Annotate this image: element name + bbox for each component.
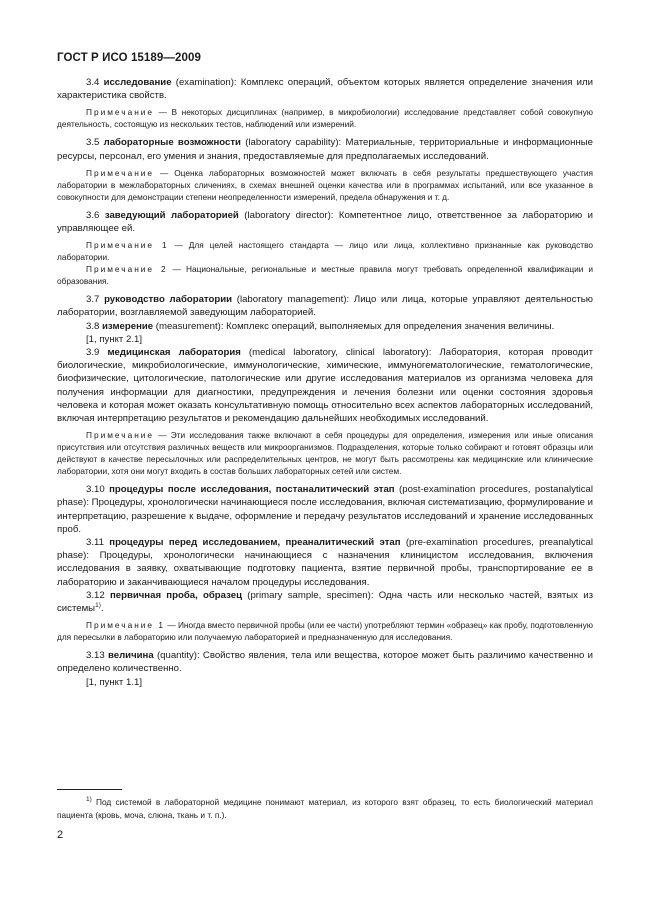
entry-number: 3.12 [86,589,110,601]
entry-term: заведующий лабораторией [104,209,239,221]
note-label: Примечание 1 [86,240,169,251]
entry-text: (quantity): Свойство явления, тела или вещества, которое может быть различимо качественно и определено количественно. [57,650,593,675]
entry-3-4 [57,76,593,102]
page-header: ГОСТ Р ИСО 15189—2009 [57,52,202,64]
entry-text: (laboratory director): Компетентное лицо, ответственное за лабораторию и управляющее ей. [57,209,594,235]
entry-number: 3.9 [86,347,108,359]
entry-text: (laboratory capability): Материальные, территориальные и информационные ресурсы, персонал, его умения и знания, предоставляемые для предполагаемых исследований. [57,137,593,162]
note-label: Примечание [86,430,155,441]
page-number: 2 [57,829,64,841]
entry-3-9 [57,346,593,425]
entry-3-12 [57,589,593,615]
entry-number: 3.8 [86,320,103,332]
footnote-marker: 1) [95,601,101,609]
entry-term: процедуры перед исследованием, преаналитический этап [109,537,401,549]
note-label: Примечание [86,167,155,178]
entry-3-10 [57,483,593,536]
reference-3-13: [1, пункт 1.1] [86,676,142,688]
entry-3-11 [57,536,593,589]
entry-term: медицинская лаборатория [107,347,241,359]
footnote [57,796,593,821]
document-body [57,76,593,689]
entry-number: 3.6 [86,209,105,221]
entry-number: 3.5 [86,137,104,149]
note-3-6-1 [57,239,593,263]
entry-number: 3.10 [86,484,110,496]
note-text: — Оценка лабораторных возможностей может включать в себя результаты предшествующего участия лаборатории в межлабораторных сличениях, в схемах внешней оценки качества или в программах испытаний, или все указанное в совокупности для демонстрации степени неопределенности измерений, предела обнаружения и т. д. [57,167,593,202]
note-3-5 [57,167,593,203]
note-label: Примечание 1 [86,620,165,631]
note-3-9 [57,429,593,477]
note-text: — В некоторых дисциплинах (например, в микробиологии) исследование представляет собой совокупную деятельность, состоящую из нескольких тестов, наблюдений или измерений. [57,107,593,130]
footnote-divider [57,789,122,790]
footnote-text: Под системой в лабораторной медицине понимают материал, из которого взят образец, то есть биологический материал пациента (кровь, моча, слюна, ткань и т. п.). [57,797,593,820]
note-label: Примечание [86,107,155,118]
entry-text: (post-examination procedures, postanalytical phase): Процедуры, хронологически начинающиеся после исследования, включая систематизацию, формулирование и интерпретацию, разрешение к выдаче, оформление и передачу результатов исследований и хранение исследованных проб. [57,484,593,535]
entry-text-tail: . [100,603,104,615]
entry-number: 3.11 [86,537,110,549]
entry-number: 3.4 [86,77,104,88]
entry-text: (examination): Комплекс операций, объектом которых является определение значения или характеристика свойств. [57,77,593,102]
entry-number: 3.7 [86,294,105,306]
entry-term: руководство лаборатории [104,294,233,306]
reference-3-8: [1, пункт 2.1] [86,333,142,345]
note-text: — Для целей настоящего стандарта — лицо или лица, коллективно признанные как руководство лаборатории. [57,240,593,263]
entry-term: величина [107,650,154,662]
entry-3-13 [57,649,593,675]
note-3-4 [57,106,593,130]
note-3-6-2 [57,263,593,287]
entry-text: (medical laboratory, clinical laboratory): Лаборатория, которая проводит биологические, микробиологические, иммунологические, химические, иммуногематологические, гематологические, биофизические, цитологические, патологические или другие исследования материалов из организма человека для получения информации для диагностики, предупреждения и лечения болезни или оценки состояния здоровья человека и которая может оказать консультативную помощь относительно всех аспектов лабораторных исследований, включая интерпретацию результатов и рекомендацию дальнейших необходимых исследований. [57,347,593,425]
entry-term: исследование [103,77,172,88]
entry-term: первичная проба, образец [109,589,242,601]
entry-text: (primary sample, specimen): Одна часть или несколько частей, взятых из системы [57,589,593,615]
entry-3-7 [57,293,593,319]
entry-number: 3.13 [86,650,108,662]
entry-term: измерение [102,320,154,332]
note-3-12 [57,619,593,643]
entry-term: лабораторные возможности [103,137,241,149]
entry-3-5 [57,136,593,162]
entry-3-6 [57,209,593,235]
note-text: — Эти исследования также включают в себя процедуры для определения, измерения или иные описания присутствия или отсутствия различных веществ или микроорганизмов. Подразделения, которые только собирают и готовят образцы или действуют в качестве пересылочных или распределительных центров, не могут быть рассмотрены как медицинские или клинические лаборатории, хотя они могут входить в состав больших лабораторных сетей или систем. [57,430,593,477]
entry-text: (laboratory management): Лицо или лица, которые управляют деятельностью лаборатории, возглавляемой заведующим лабораторией. [57,294,594,319]
entry-term: процедуры после исследования, постаналитический этап [109,484,395,496]
note-label: Примечание 2 [86,264,168,275]
entry-3-8 [57,320,593,333]
note-text: — Иногда вместо первичной пробы (или ее части) употребляют термин «образец» как пробу, подготовленную для пересылки в лабораторию или получаемую лабораторией и предназначенную для исследования. [57,620,593,643]
note-text: — Национальные, региональные и местные правила могут требовать определенной квалификации и образования. [57,264,593,287]
entry-text: (pre-examination procedures, preanalytical phase): Процедуры, хронологически начинающиеся с назначения клиницистом исследования, включения исследования в заявку, охватывающие подготовку пациента, взятие первичной пробы, транспортирование ее в лабораторию и заканчивающиеся началом процедуры исследования. [57,537,593,588]
entry-text: (measurement): Комплекс операций, выполняемых для определения значения величины. [153,320,555,332]
footnote-mark: 1) [86,796,92,804]
